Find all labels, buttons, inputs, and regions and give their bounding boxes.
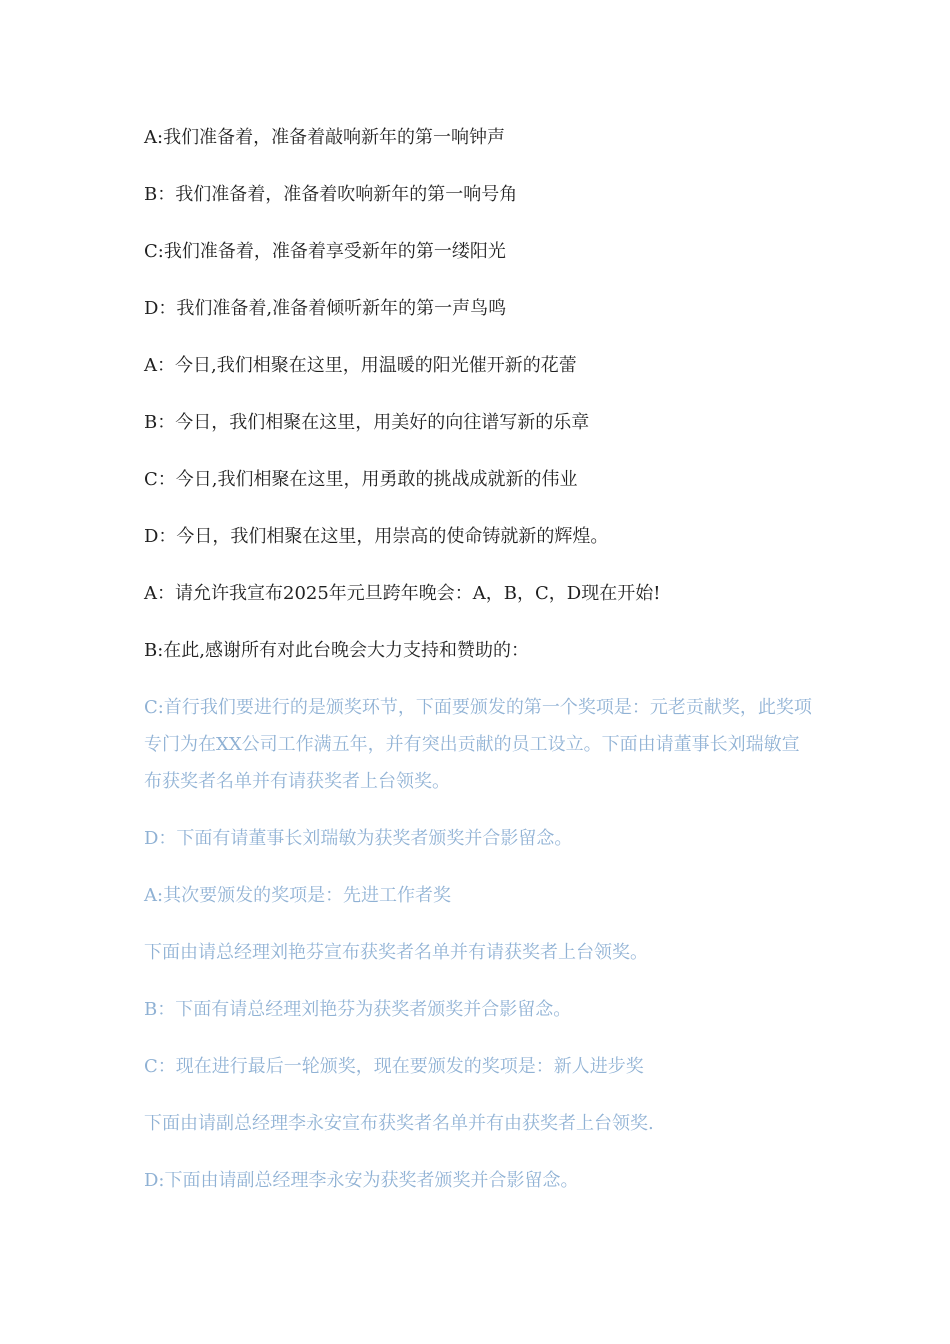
script-line-award-intro: C:首行我们要进行的是颁奖环节，下面要颁发的第一个奖项是：元老贡献奖，此奖项专门为在XX公司工作满五年，并有突出贡献的员工设立。下面由请董事长刘瑞敏宣布获奖者名单并有请获奖者上台领奖。 [144,697,812,792]
script-line: B：今日，我们相聚在这里，用美好的向往谱写新的乐章 [144,412,590,433]
script-line: A：今日,我们相聚在这里，用温暖的阳光催开新的花蕾 [144,355,577,376]
script-line: D：今日，我们相聚在这里，用崇高的使命铸就新的辉煌。 [144,526,609,547]
script-line: A:我们准备着，准备着敲响新年的第一响钟声 [144,127,506,148]
script-line: C：今日,我们相聚在这里，用勇敢的挑战成就新的伟业 [144,469,578,490]
script-line: A:其次要颁发的奖项是：先进工作者奖 [144,885,452,906]
script-line: B：我们准备着，准备着吹响新年的第一响号角 [144,184,518,205]
document-body [144,119,814,1219]
script-line: C:我们准备着，准备着享受新年的第一缕阳光 [144,241,506,262]
script-line: C：现在进行最后一轮颁奖，现在要颁发的奖项是：新人进步奖 [144,1056,644,1077]
script-line: A：请允许我宣布2025年元旦跨年晚会：A，B，C，D现在开始! [144,583,661,604]
script-line: D：我们准备着,准备着倾听新年的第一声鸟鸣 [144,298,507,319]
script-line: D:下面由请副总经理李永安为获奖者颁奖并合影留念。 [144,1170,579,1191]
script-line: D：下面有请董事长刘瑞敏为获奖者颁奖并合影留念。 [144,828,573,849]
script-line: 下面由请总经理刘艳芬宣布获奖者名单并有请获奖者上台领奖。 [144,942,648,963]
script-line: B:在此,感谢所有对此台晚会大力支持和赞助的： [144,640,530,661]
script-line: 下面由请副总经理李永安宣布获奖者名单并有由获奖者上台领奖. [144,1113,654,1134]
script-line: B：下面有请总经理刘艳芬为获奖者颁奖并合影留念。 [144,999,572,1020]
